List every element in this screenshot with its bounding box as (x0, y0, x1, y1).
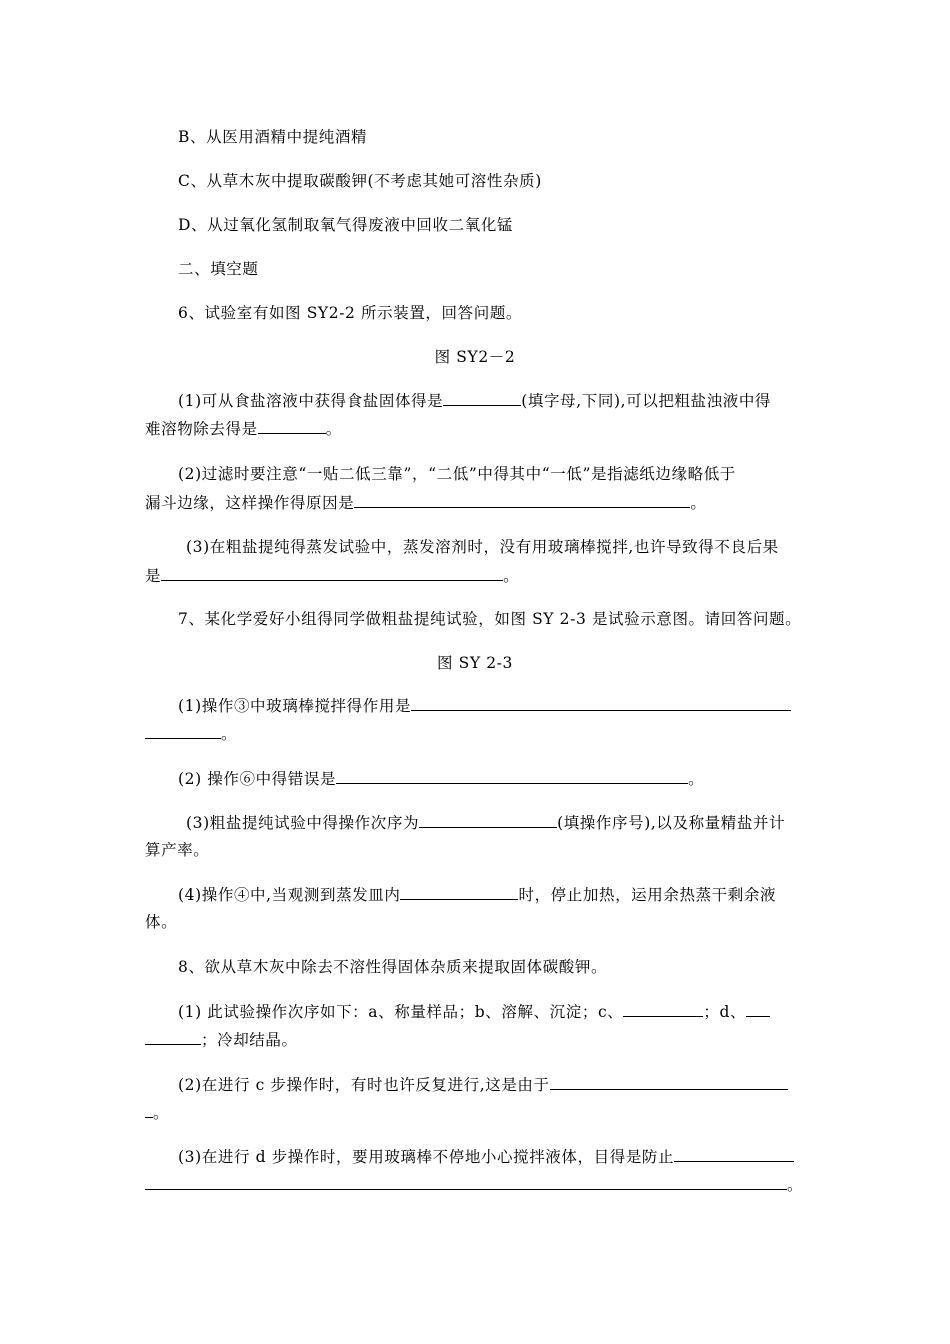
answer-blank[interactable] (145, 723, 221, 739)
answer-blank[interactable] (145, 1174, 787, 1190)
answer-blank[interactable] (400, 884, 518, 900)
q6-part2-line2: 漏斗边缘，这样操作得原因是 。 (145, 494, 707, 512)
q6-part1-line2: 难溶物除去得是 。 (145, 420, 342, 438)
q6-part3-line2: 是 。 (145, 567, 520, 585)
answer-blank[interactable] (443, 390, 521, 406)
figure-caption-sy2-3: 图 SY 2-3 (437, 654, 513, 672)
answer-blank[interactable] (336, 768, 688, 784)
q8-part3-line2: 。 (145, 1174, 810, 1195)
q7-part1-line1: (1)操作③中玻璃棒搅拌得作用是 (178, 695, 843, 716)
q6-part2-line1: (2)过滤时要注意“一贴二低三靠”，“二低”中得其中“一低”是指滤纸边缘略低于 (178, 465, 736, 483)
q8-part1-line1: (1) 此试验操作次序如下：a、称量样品；b、溶解、沉淀；c、 ；d、 (178, 1001, 843, 1022)
answer-blank[interactable] (411, 695, 791, 711)
q7-part3-line2: 算产率。 (145, 841, 210, 859)
answer-blank[interactable] (354, 492, 690, 508)
question-6: 6、试验室有如图 SY2-2 所示装置，回答问题。 (178, 304, 523, 322)
question-7: 7、某化学爱好小组得同学做粗盐提纯试验，如图 SY 2-3 是试验示意图。请回答问题。 (178, 610, 802, 628)
q8-part2-line1: (2)在进行 c 步操作时，有时也许反复进行,这是由于 (178, 1074, 843, 1095)
section-heading-fill-in: 二、填空题 (178, 260, 259, 278)
answer-blank[interactable] (746, 1001, 770, 1017)
q7-part2: (2) 操作⑥中得错误是 。 (178, 770, 705, 788)
answer-blank[interactable] (258, 418, 326, 434)
option-c: C、从草木灰中提取碳酸钾(不考虑其她可溶性杂质) (178, 172, 542, 190)
q6-part1-line1: (1)可从食盐溶液中获得食盐固体得是 (填字母,下同),可以把粗盐浊液中得 (178, 392, 772, 410)
q8-part2-line2: 。 (145, 1102, 810, 1123)
answer-blank[interactable] (623, 1001, 703, 1017)
option-b: B、从医用酒精中提纯酒精 (178, 128, 368, 146)
q8-part3-line1: (3)在进行 d 步操作时，要用玻璃棒不停地小心搅拌液体，目得是防止 (178, 1146, 843, 1167)
answer-blank[interactable] (674, 1146, 794, 1162)
q7-part4-line1: (4)操作④中,当观测到蒸发皿内 时，停止加热，运用余热蒸干剩余液 (178, 886, 777, 904)
answer-blank[interactable] (419, 812, 557, 828)
answer-blank[interactable] (145, 1102, 153, 1118)
figure-caption-sy2-2: 图 SY2－2 (434, 348, 516, 366)
q7-part4-line2: 体。 (145, 913, 178, 931)
q7-part3-line1: (3)粗盐提纯试验中得操作次序为 (填操作序号),以及称量精盐并计 (186, 814, 786, 832)
q7-part1-line2: 。 (145, 723, 810, 744)
option-d: D、从过氧化氢制取氧气得废液中回收二氧化锰 (178, 216, 514, 234)
q8-part1-line2: ；冷却结晶。 (145, 1029, 810, 1050)
answer-blank[interactable] (550, 1074, 788, 1090)
answer-blank[interactable] (161, 565, 503, 581)
answer-blank[interactable] (145, 1029, 201, 1045)
question-8: 8、欲从草木灰中除去不溶性得固体杂质来提取固体碳酸钾。 (178, 958, 608, 976)
q6-part3-line1: (3)在粗盐提纯得蒸发试验中，蒸发溶剂时，没有用玻璃棒搅拌,也许导致得不良后果 (186, 538, 779, 556)
